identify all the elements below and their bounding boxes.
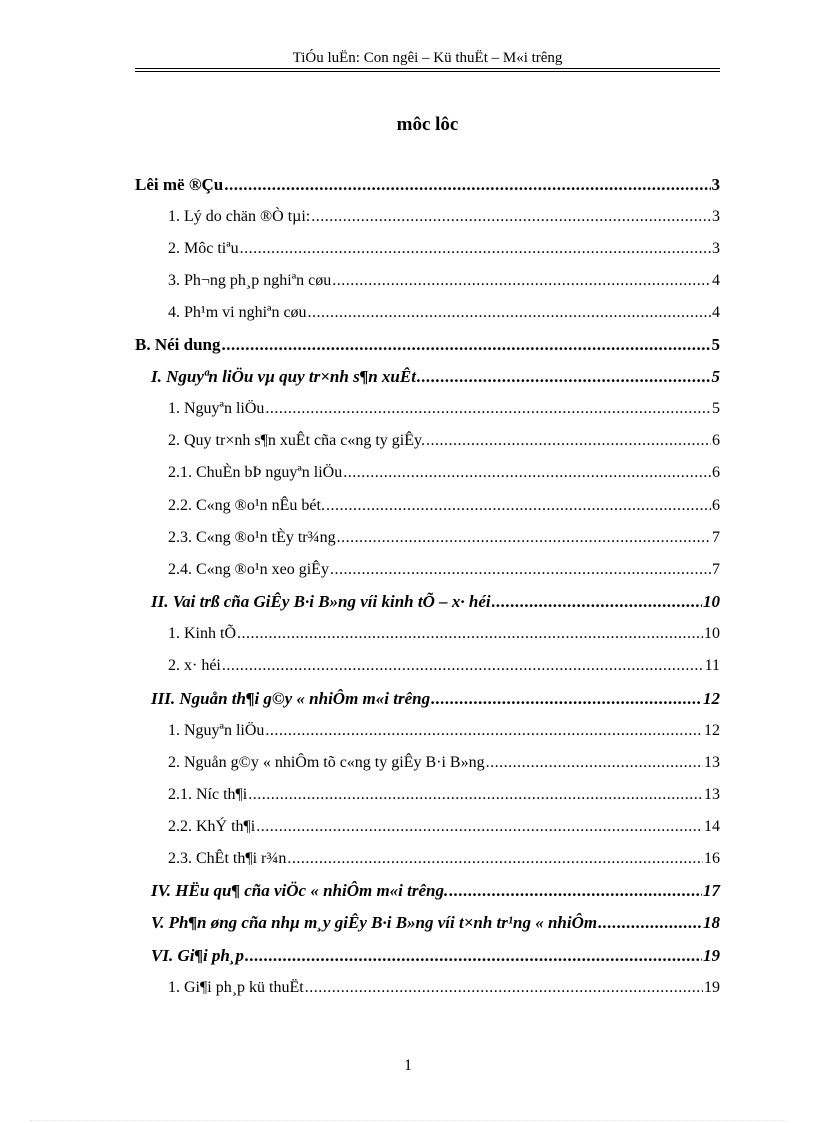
toc-entry-label: 2.2. C«ng ®o¹n nÊu bét. [168,497,325,514]
toc-entry-page: 12 [704,722,720,739]
toc-leader-dots [426,431,711,451]
toc-leader-dots [431,689,702,709]
toc-entry-page: 5 [711,335,720,354]
toc-entry-label: VI. Gi¶i ph¸p [151,946,245,965]
toc-leader-dots [332,271,711,291]
toc-leader-dots [287,849,703,869]
toc-entry-page: 6 [712,497,720,514]
toc-entry-page: 19 [703,946,720,965]
toc-entry-page: 4 [712,272,720,289]
toc-entry[interactable] [168,656,720,676]
toc-entry-page: 17 [703,881,720,900]
toc-leader-dots [222,335,711,355]
toc-entry-label: 4. Ph¹m vi nghiªn cøu [168,304,307,321]
toc-entry[interactable] [168,560,720,580]
toc-entry[interactable] [151,592,720,612]
toc-entry-page: 14 [704,818,720,835]
toc-leader-dots [256,817,703,837]
toc-entry-label: 1. Gi¶i ph¸p kü thuËt [168,979,304,996]
page-number: 1 [404,1057,412,1074]
toc-entry[interactable] [168,528,720,548]
toc-entry-label: 2.3. ChÊt th¶i r¾n [168,850,287,867]
toc-entry-page: 7 [712,529,720,546]
toc-entry-label: 2.4. C«ng ®o¹n xeo giÊy [168,561,329,578]
toc-entry-label: III. Nguån th¶i g©y « nhiÔm m«i trêng [151,689,431,708]
toc-entry-label: 2.2. KhÝ th¶i [168,818,256,835]
toc-entry[interactable] [168,817,720,837]
toc-entry[interactable] [168,271,720,291]
toc-entry-page: 6 [712,432,720,449]
page-bottom-edge [30,1120,786,1121]
toc-entry-page: 10 [703,592,720,611]
toc-entry[interactable] [151,881,720,901]
toc-entry-label: 1. Lý do chän ®Ò tµi: [168,208,311,225]
toc-entry[interactable] [151,367,720,387]
toc-entry-page: 4 [712,304,720,321]
toc-entry-label: 2.1. Níc th¶i [168,786,248,803]
toc-entry-page: 5 [711,367,720,386]
toc-entry-label: 1. Nguyªn liÖu [168,400,265,417]
toc-leader-dots [224,175,710,195]
toc-entry-page: 6 [712,464,720,481]
toc-leader-dots [330,560,711,580]
toc-entry[interactable] [168,496,720,516]
toc-entry-label: 2. Môc tiªu [168,240,239,257]
toc-leader-dots [326,496,711,516]
toc-entry-label: 2. x· héi [168,657,221,674]
toc-entry-page: 3 [711,175,720,194]
toc-entry[interactable] [168,849,720,869]
toc-entry-label: 2. Nguån g©y « nhiÔm tõ c«ng ty giÊy B·i B»ng [168,754,485,771]
toc-entry-label: 2.1. ChuÈn bÞ nguyªn liÖu [168,464,343,481]
toc-entry-label: V. Ph¶n øng cña nhµ m¸y giÊy B·i B»ng víi t×nh tr¹ng « nhiÔm [151,913,598,932]
toc-entry-label: I. Nguyªn liÖu vµ quy tr×nh s¶n xuÊt [151,367,416,386]
toc-leader-dots [417,367,711,387]
toc-leader-dots [492,592,702,612]
toc-leader-dots [248,785,703,805]
toc-leader-dots [486,753,703,773]
toc-entry[interactable] [168,463,720,483]
toc-entry-page: 3 [712,240,720,257]
toc-leader-dots [245,946,702,966]
toc-entry-label: 1. Nguyªn liÖu [168,722,265,739]
toc-entry-label: Lêi më ®Çu [135,175,224,194]
toc-leader-dots [265,721,703,741]
toc-entry[interactable] [151,689,720,709]
toc-entry-page: 7 [712,561,720,578]
toc-entry-label: 1. Kinh tÕ [168,625,236,642]
toc-entry-page: 3 [712,208,720,225]
page-title: môc lôc [396,114,459,135]
toc-leader-dots [308,303,711,323]
toc-entry-page: 13 [704,786,720,803]
toc-entry[interactable] [135,335,720,355]
toc-entry-page: 5 [712,400,720,417]
toc-entry[interactable] [168,207,720,227]
toc-entry[interactable] [168,624,720,644]
page-header: TiÓu luËn: Con ngêi – Kü thuËt – M«i trêng [292,50,563,66]
toc-entry-page: 19 [704,979,720,996]
toc-entry[interactable] [168,785,720,805]
toc-entry-page: 18 [703,913,720,932]
toc-entry[interactable] [168,303,720,323]
toc-entry-page: 16 [704,850,720,867]
toc-entry[interactable] [135,175,720,195]
toc-entry-label: II. Vai trß cña GiÊy B·i B»ng víi kinh tÕ – x· héi [151,592,491,611]
toc-entry[interactable] [168,721,720,741]
toc-entry[interactable] [168,753,720,773]
toc-entry-label: 2.3. C«ng ®o¹n tÈy tr¾ng [168,529,336,546]
toc-leader-dots [222,656,704,676]
toc-entry-page: 10 [704,625,720,642]
toc-leader-dots [240,239,711,259]
toc-entry-page: 13 [704,754,720,771]
toc-entry-label: B. Néi dung [135,335,221,354]
toc-leader-dots [598,913,702,933]
toc-leader-dots [343,463,711,483]
toc-entry[interactable] [168,239,720,259]
toc-entry[interactable] [151,946,720,966]
toc-entry[interactable] [168,399,720,419]
toc-entry-label: IV. HËu qu¶ cña viÖc « nhiÔm m«i trêng. [151,881,449,900]
toc-leader-dots [305,978,703,998]
toc-entry[interactable] [168,431,720,451]
toc-entry-page: 12 [703,689,720,708]
toc-leader-dots [337,528,711,548]
toc-entry-page: 11 [704,657,720,674]
toc-entry-label: 2. Quy tr×nh s¶n xuÊt cña c«ng ty giÊy. [168,432,425,449]
toc-leader-dots [449,881,702,901]
toc-entry[interactable] [168,978,720,998]
toc-leader-dots [311,207,711,227]
toc-leader-dots [237,624,703,644]
toc-entry-label: 3. Ph¬ng ph¸p nghiªn cøu [168,272,332,289]
toc-entry[interactable] [151,913,720,933]
toc-leader-dots [265,399,711,419]
